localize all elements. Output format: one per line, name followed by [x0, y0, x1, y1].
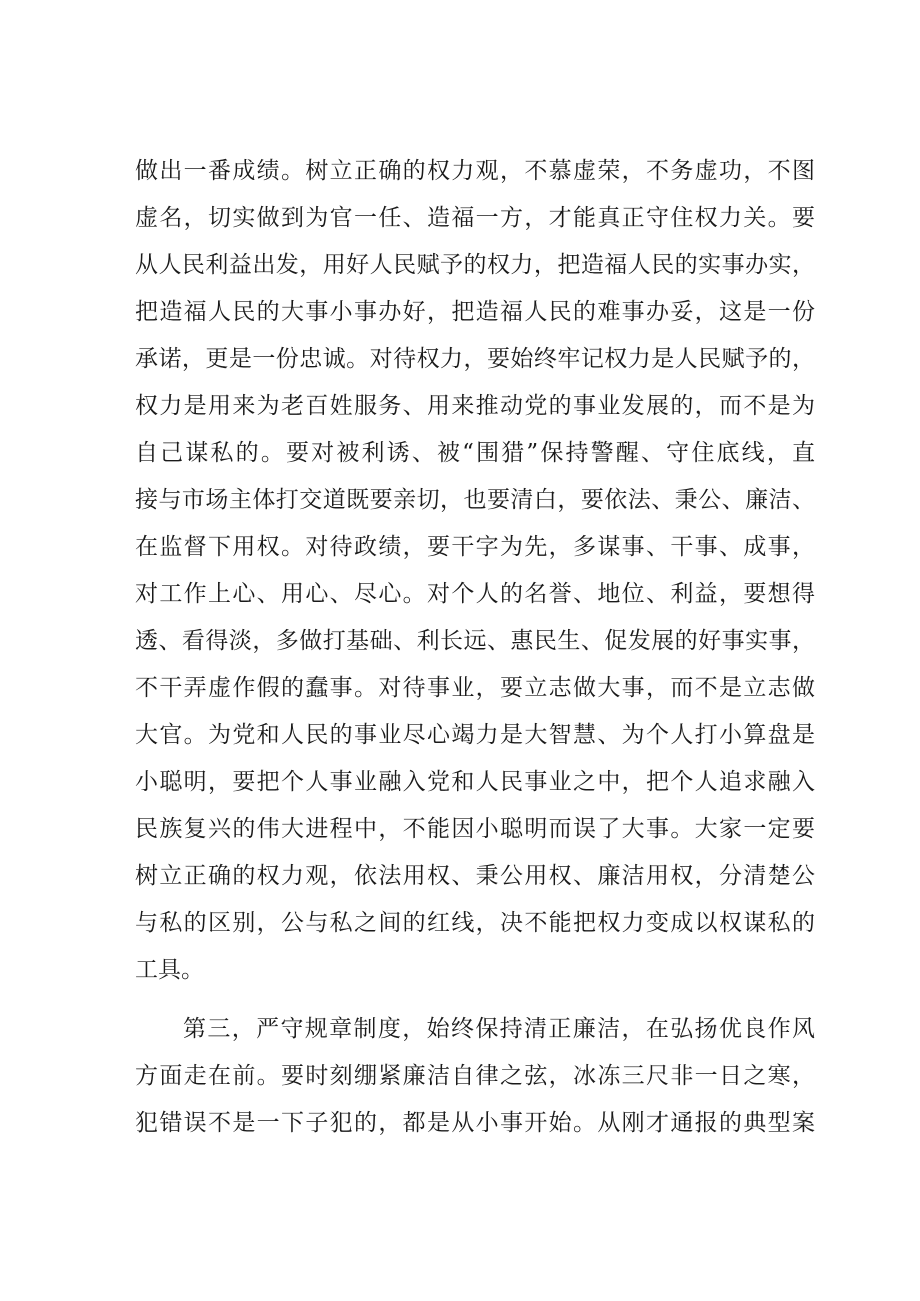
- text-line: 小聪明，要把个人事业融入党和人民事业之中，把个人追求融入: [135, 769, 815, 795]
- text-line: 犯错误不是一下子犯的，都是从小事开始。从刚才通报的典型案: [135, 1110, 815, 1136]
- text-line: 工具。: [135, 957, 204, 983]
- body-text: [135, 148, 815, 1147]
- text-line: 权力是用来为老百姓服务、用来推动党的事业发展的，而不是为: [135, 393, 815, 419]
- text-line: 树立正确的权力观，依法用权、秉公用权、廉洁用权，分清楚公: [135, 863, 815, 889]
- text-line: 不干弄虚作假的蠢事。对待事业，要立志做大事，而不是立志做: [135, 675, 815, 701]
- text-line: 虚名，切实做到为官一任、造福一方，才能真正守住权力关。要: [135, 205, 815, 231]
- paragraph-1: [135, 148, 815, 994]
- text-line: 在监督下用权。对待政绩，要干字为先，多谋事、干事、成事，: [135, 534, 815, 560]
- text-line: 透、看得淡，多做打基础、利长远、惠民生、促发展的好事实事，: [135, 628, 815, 654]
- text-line: 做出一番成绩。树立正确的权力观，不慕虚荣，不务虚功，不图: [135, 158, 815, 184]
- paragraph-gap: [135, 994, 815, 1006]
- text-line: 承诺，更是一份忠诚。对待权力，要始终牢记权力是人民赋予的，: [135, 346, 815, 372]
- text-line: 方面走在前。要时刻绷紧廉洁自律之弦，冰冻三尺非一日之寒，: [135, 1063, 815, 1089]
- text-line: 大官。为党和人民的事业尽心竭力是大智慧、为个人打小算盘是: [135, 722, 815, 748]
- paragraph-2: [135, 1006, 815, 1147]
- text-line: 第三，严守规章制度，始终保持清正廉洁，在弘扬优良作风: [183, 1016, 815, 1042]
- text-line: 自己谋私的。要对被利诱、被“围猎”保持警醒、守住底线，直: [135, 440, 815, 466]
- text-line: 接与市场主体打交道既要亲切，也要清白，要依法、秉公、廉洁、: [135, 487, 815, 513]
- text-line: 民族复兴的伟大进程中，不能因小聪明而误了大事。大家一定要: [135, 816, 815, 842]
- text-line: 与私的区别，公与私之间的红线，决不能把权力变成以权谋私的: [135, 910, 815, 936]
- text-line: 把造福人民的大事小事办好，把造福人民的难事办妥，这是一份: [135, 299, 815, 325]
- text-line: 从人民利益出发，用好人民赋予的权力，把造福人民的实事办实，: [135, 252, 815, 278]
- text-line: 对工作上心、用心、尽心。对个人的名誉、地位、利益，要想得: [135, 581, 815, 607]
